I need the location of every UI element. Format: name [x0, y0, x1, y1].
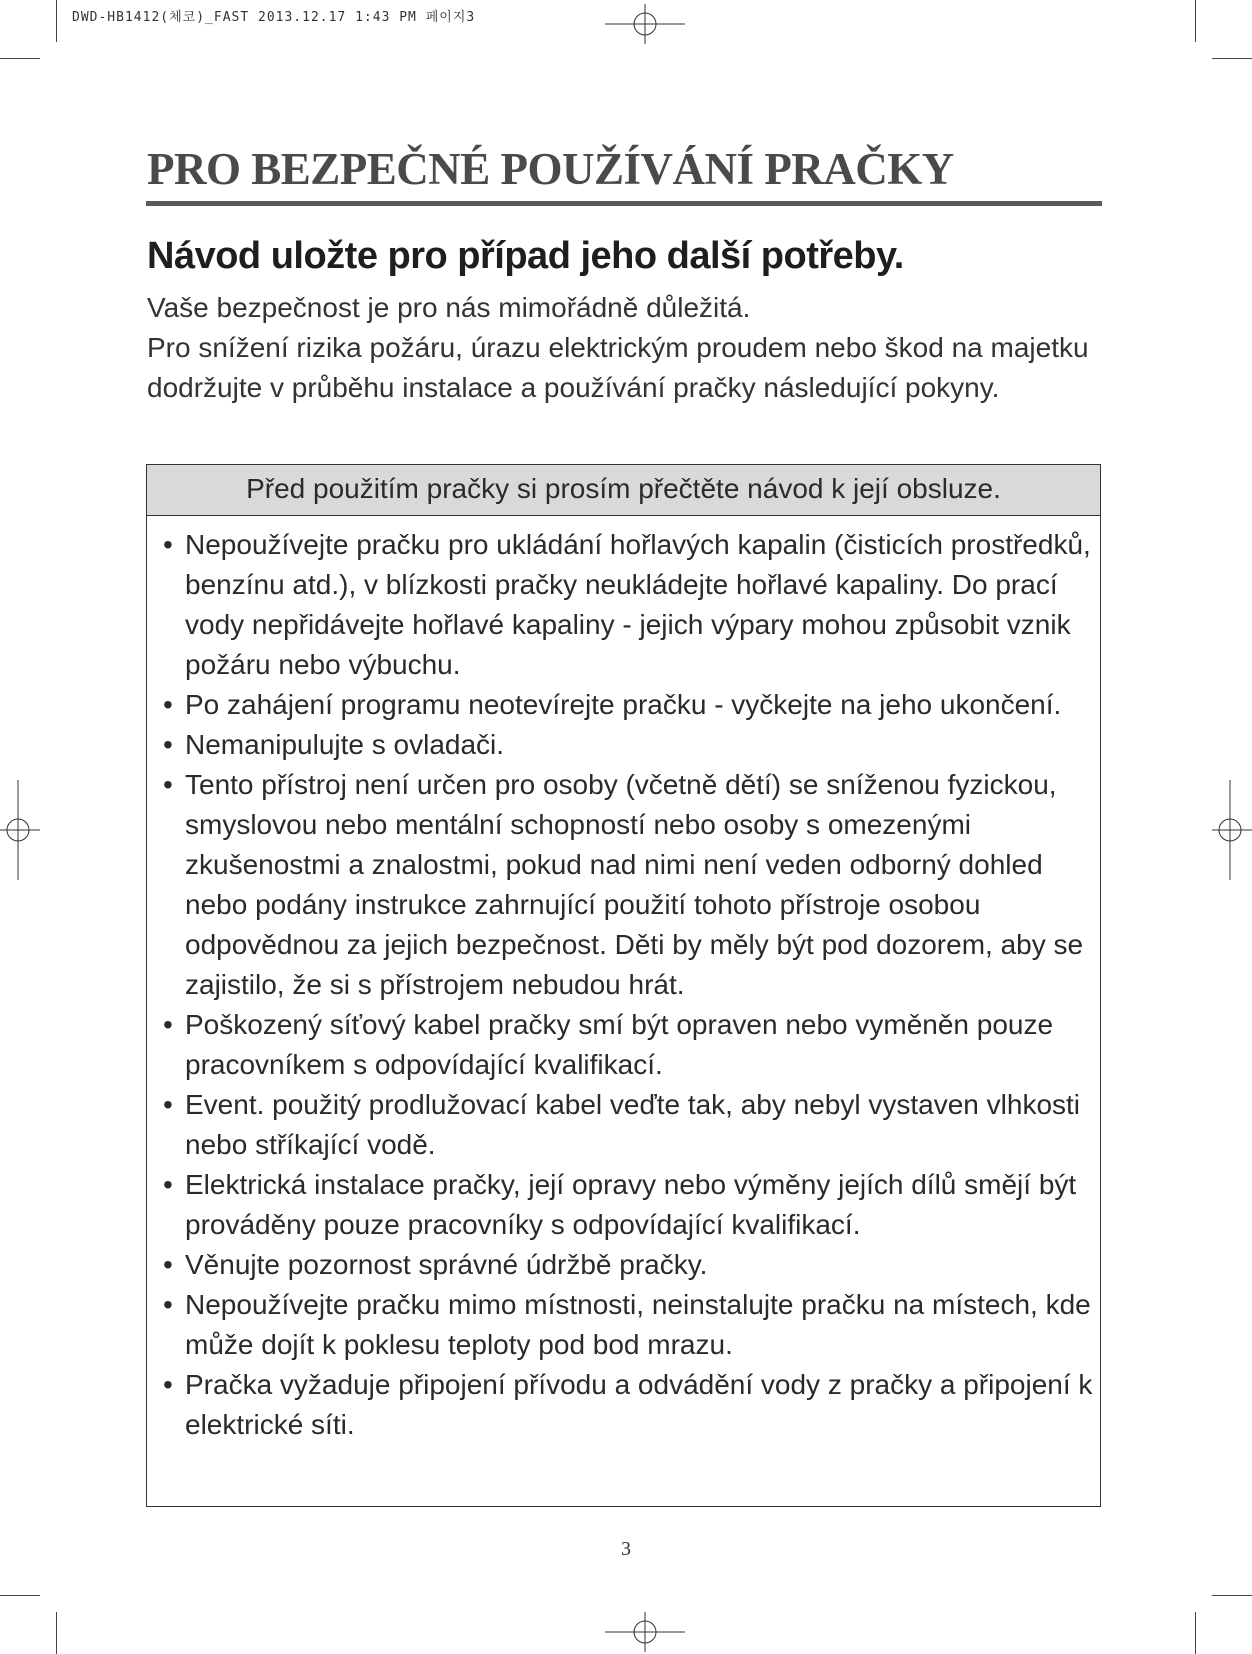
- intro-paragraph: Pro snížení rizika požáru, úrazu elektrickým proudem nebo škod na majetku dodržujte v průběhu instalace a používání pračky následující pokyny.: [147, 332, 1089, 403]
- crop-mark: [1212, 58, 1252, 59]
- registration-mark-icon: [605, 4, 685, 44]
- list-item: • Nepoužívejte pračku mimo místnosti, neinstalujte pračku na místech, kde může dojít k poklesu teploty pod bod mrazu.: [163, 1285, 1093, 1365]
- registration-mark-icon: [605, 1612, 685, 1652]
- crop-mark: [0, 58, 40, 59]
- title-divider: [146, 201, 1102, 206]
- section-subtitle: Návod uložte pro případ jeho další potřeby.: [147, 235, 904, 277]
- list-item: • Nemanipulujte s ovladači.: [163, 725, 1093, 765]
- safety-instructions-list: [163, 525, 1093, 1445]
- list-item: • Nepoužívejte pračku pro ukládání hořlavých kapalin (čisticích prostředků, benzínu atd.), v blízkosti pračky neukládejte hořlavé kapaliny. Do prací vody nepřidávejte hořlavé kapaliny - jejich výpary mohou způsobit vznik požáru nebo výbuchu.: [163, 525, 1093, 685]
- registration-mark-icon: [1212, 780, 1252, 880]
- crop-mark: [1212, 1595, 1252, 1596]
- crop-mark: [0, 1595, 40, 1596]
- list-item: • Poškozený síťový kabel pračky smí být opraven nebo vyměněn pouze pracovníkem s odpovídající kvalifikací.: [163, 1005, 1093, 1085]
- registration-mark-icon: [0, 780, 40, 880]
- page-title: PRO BEZPEČNÉ POUŽÍVÁNÍ PRAČKY: [147, 144, 954, 194]
- list-item: • Tento přístroj není určen pro osoby (včetně dětí) se sníženou fyzickou, smyslovou nebo mentální schopností nebo osoby s omezenými zkušenostmi a znalostmi, pokud nad nimi není veden odborný dohled nebo podány instrukce zahrnující použití tohoto přístroje osobou odpovědnou za jejich bezpečnost. Děti by měly být pod dozorem, aby se zajistilo, že si s přístrojem nebudou hrát.: [163, 765, 1093, 1005]
- safety-notice-box: [146, 464, 1101, 1507]
- print-header: DWD-HB1412(체코)_FAST 2013.12.17 1:43 PM 페이지3: [72, 10, 476, 25]
- crop-mark: [1195, 0, 1196, 42]
- crop-mark: [56, 1612, 57, 1654]
- list-item: • Po zahájení programu neotevírejte pračku - vyčkejte na jeho ukončení.: [163, 685, 1093, 725]
- intro-line: Vaše bezpečnost je pro nás mimořádně důležitá.: [147, 292, 751, 323]
- notice-header: Před použitím pračky si prosím přečtěte návod k její obsluze.: [147, 465, 1100, 516]
- page-number: 3: [621, 1538, 631, 1560]
- list-item: • Elektrická instalace pračky, její opravy nebo výměny jejích dílů smějí být prováděny pouze pracovníky s odpovídající kvalifikací.: [163, 1165, 1093, 1245]
- list-item: • Pračka vyžaduje připojení přívodu a odvádění vody z pračky a připojení k elektrické síti.: [163, 1365, 1093, 1445]
- intro-text: [147, 288, 1097, 408]
- crop-mark: [56, 0, 57, 42]
- list-item: • Event. použitý prodlužovací kabel veďte tak, aby nebyl vystaven vlhkosti nebo stříkající vodě.: [163, 1085, 1093, 1165]
- crop-mark: [1195, 1612, 1196, 1654]
- list-item: • Věnujte pozornost správné údržbě pračky.: [163, 1245, 1093, 1285]
